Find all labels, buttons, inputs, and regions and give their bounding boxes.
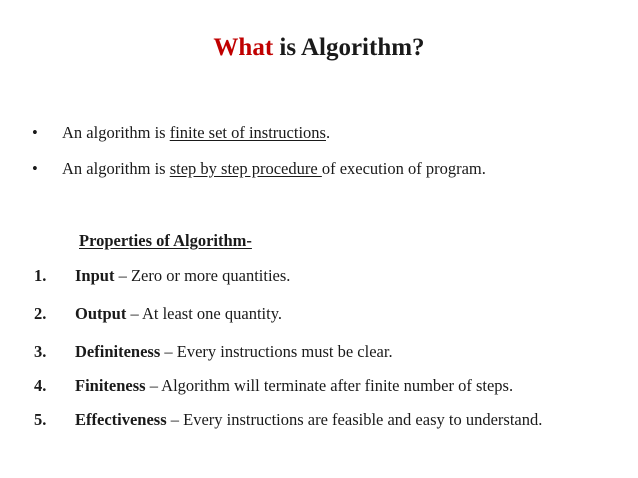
property-term: Finiteness	[75, 376, 146, 395]
bullet-underlined-text: finite set of instructions	[169, 123, 326, 142]
property-term: Effectiveness	[75, 410, 167, 429]
property-item	[34, 375, 513, 397]
bullet-text-end: of execution of program.	[321, 159, 486, 178]
bullet-item	[32, 122, 330, 144]
bullet-text-end: .	[325, 123, 331, 142]
property-term: Definiteness	[75, 342, 161, 361]
bullet-item	[32, 158, 486, 180]
property-term: Input	[75, 266, 115, 285]
title-rest: is Algorithm?	[273, 34, 425, 61]
property-description: – Algorithm will terminate after finite number of steps.	[145, 376, 514, 395]
title-accent-word: What	[213, 34, 274, 61]
property-item	[34, 409, 542, 431]
property-description: – At least one quantity.	[126, 304, 283, 323]
bullet-dot-icon: •	[32, 159, 38, 178]
bullet-text: An algorithm is	[62, 159, 170, 178]
bullet-dot-icon: •	[32, 123, 38, 142]
property-number: 1.	[34, 266, 47, 285]
property-description: – Zero or more quantities.	[114, 266, 291, 285]
properties-heading: Properties of Algorithm-	[79, 231, 252, 250]
property-item	[34, 303, 282, 325]
property-number: 3.	[34, 342, 47, 361]
property-number: 4.	[34, 376, 47, 395]
property-item	[34, 341, 393, 363]
property-number: 5.	[34, 410, 47, 429]
bullet-underlined-text: step by step procedure	[169, 159, 322, 178]
slide-title	[0, 30, 638, 66]
property-description: – Every instructions must be clear.	[160, 342, 393, 361]
property-description: – Every instructions are feasible and easy to understand.	[166, 410, 543, 429]
bullet-text: An algorithm is	[62, 123, 170, 142]
property-term: Output	[75, 304, 127, 323]
property-number: 2.	[34, 304, 47, 323]
property-item	[34, 265, 290, 287]
